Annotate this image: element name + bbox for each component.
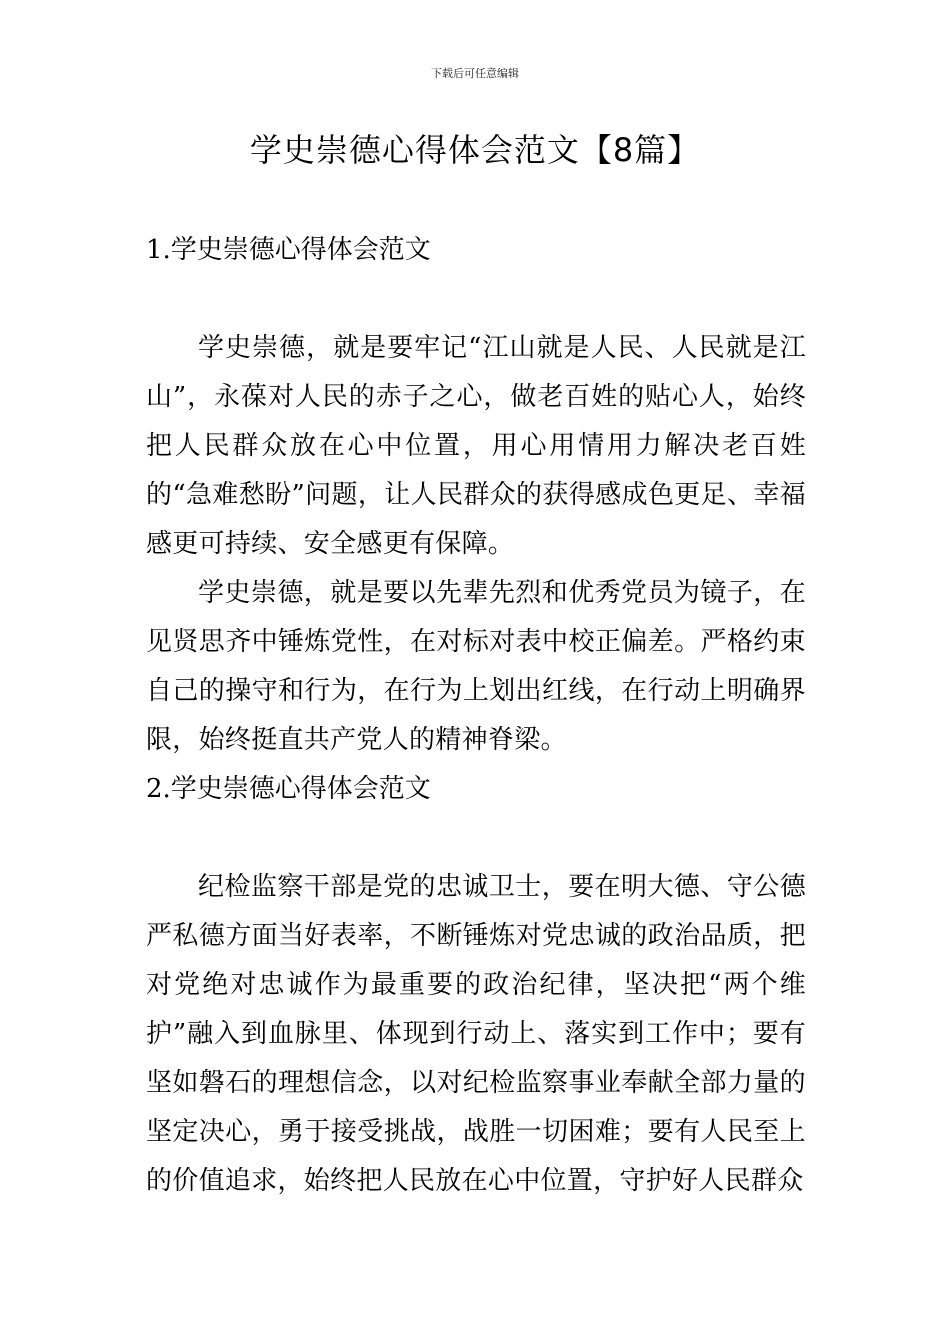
- spacer: [146, 275, 806, 324]
- section-heading-2: 2.学史崇德心得体会范文: [146, 774, 431, 804]
- paragraph: 学史崇德，就是要牢记“江山就是人民、人民就是江山”，永葆对人民的赤子之心，做老百姓的贴心人，始终把人民群众放在心中位置，用心用情用力解决老百姓的“急难愁盼”问题，让人民群众的获得感成色更足、幸福感更可持续、安全感更有保障。: [146, 333, 806, 559]
- section-heading-1: 1.学史崇德心得体会范文: [146, 235, 431, 265]
- paragraph: 学史崇德，就是要以先辈先烈和优秀党员为镜子，在见贤思齐中锤炼党性，在对标对表中校正偏差。严格约束自己的操守和行为，在行为上划出红线，在行动上明确界限，始终挺直共产党人的精神脊梁。: [146, 578, 806, 755]
- document-body: [146, 226, 806, 1206]
- spacer: [146, 814, 806, 863]
- header-note: 下载后可任意编辑: [431, 67, 519, 80]
- paragraph: 纪检监察干部是党的忠诚卫士，要在明大德、守公德严私德方面当好表率，不断锤炼对党忠诚的政治品质，把对党绝对忠诚作为最重要的政治纪律，坚决把“两个维护”融入到血脉里、体现到行动上、落实到工作中；要有坚如磐石的理想信念，以对纪检监察事业奉献全部力量的坚定决心，勇于接受挑战，战胜一切困难；要有人民至上的价值追求，始终把人民放在心中位置，守护好人民群众: [146, 872, 806, 1196]
- document-title: 学史崇德心得体会范文【8篇】: [249, 131, 701, 169]
